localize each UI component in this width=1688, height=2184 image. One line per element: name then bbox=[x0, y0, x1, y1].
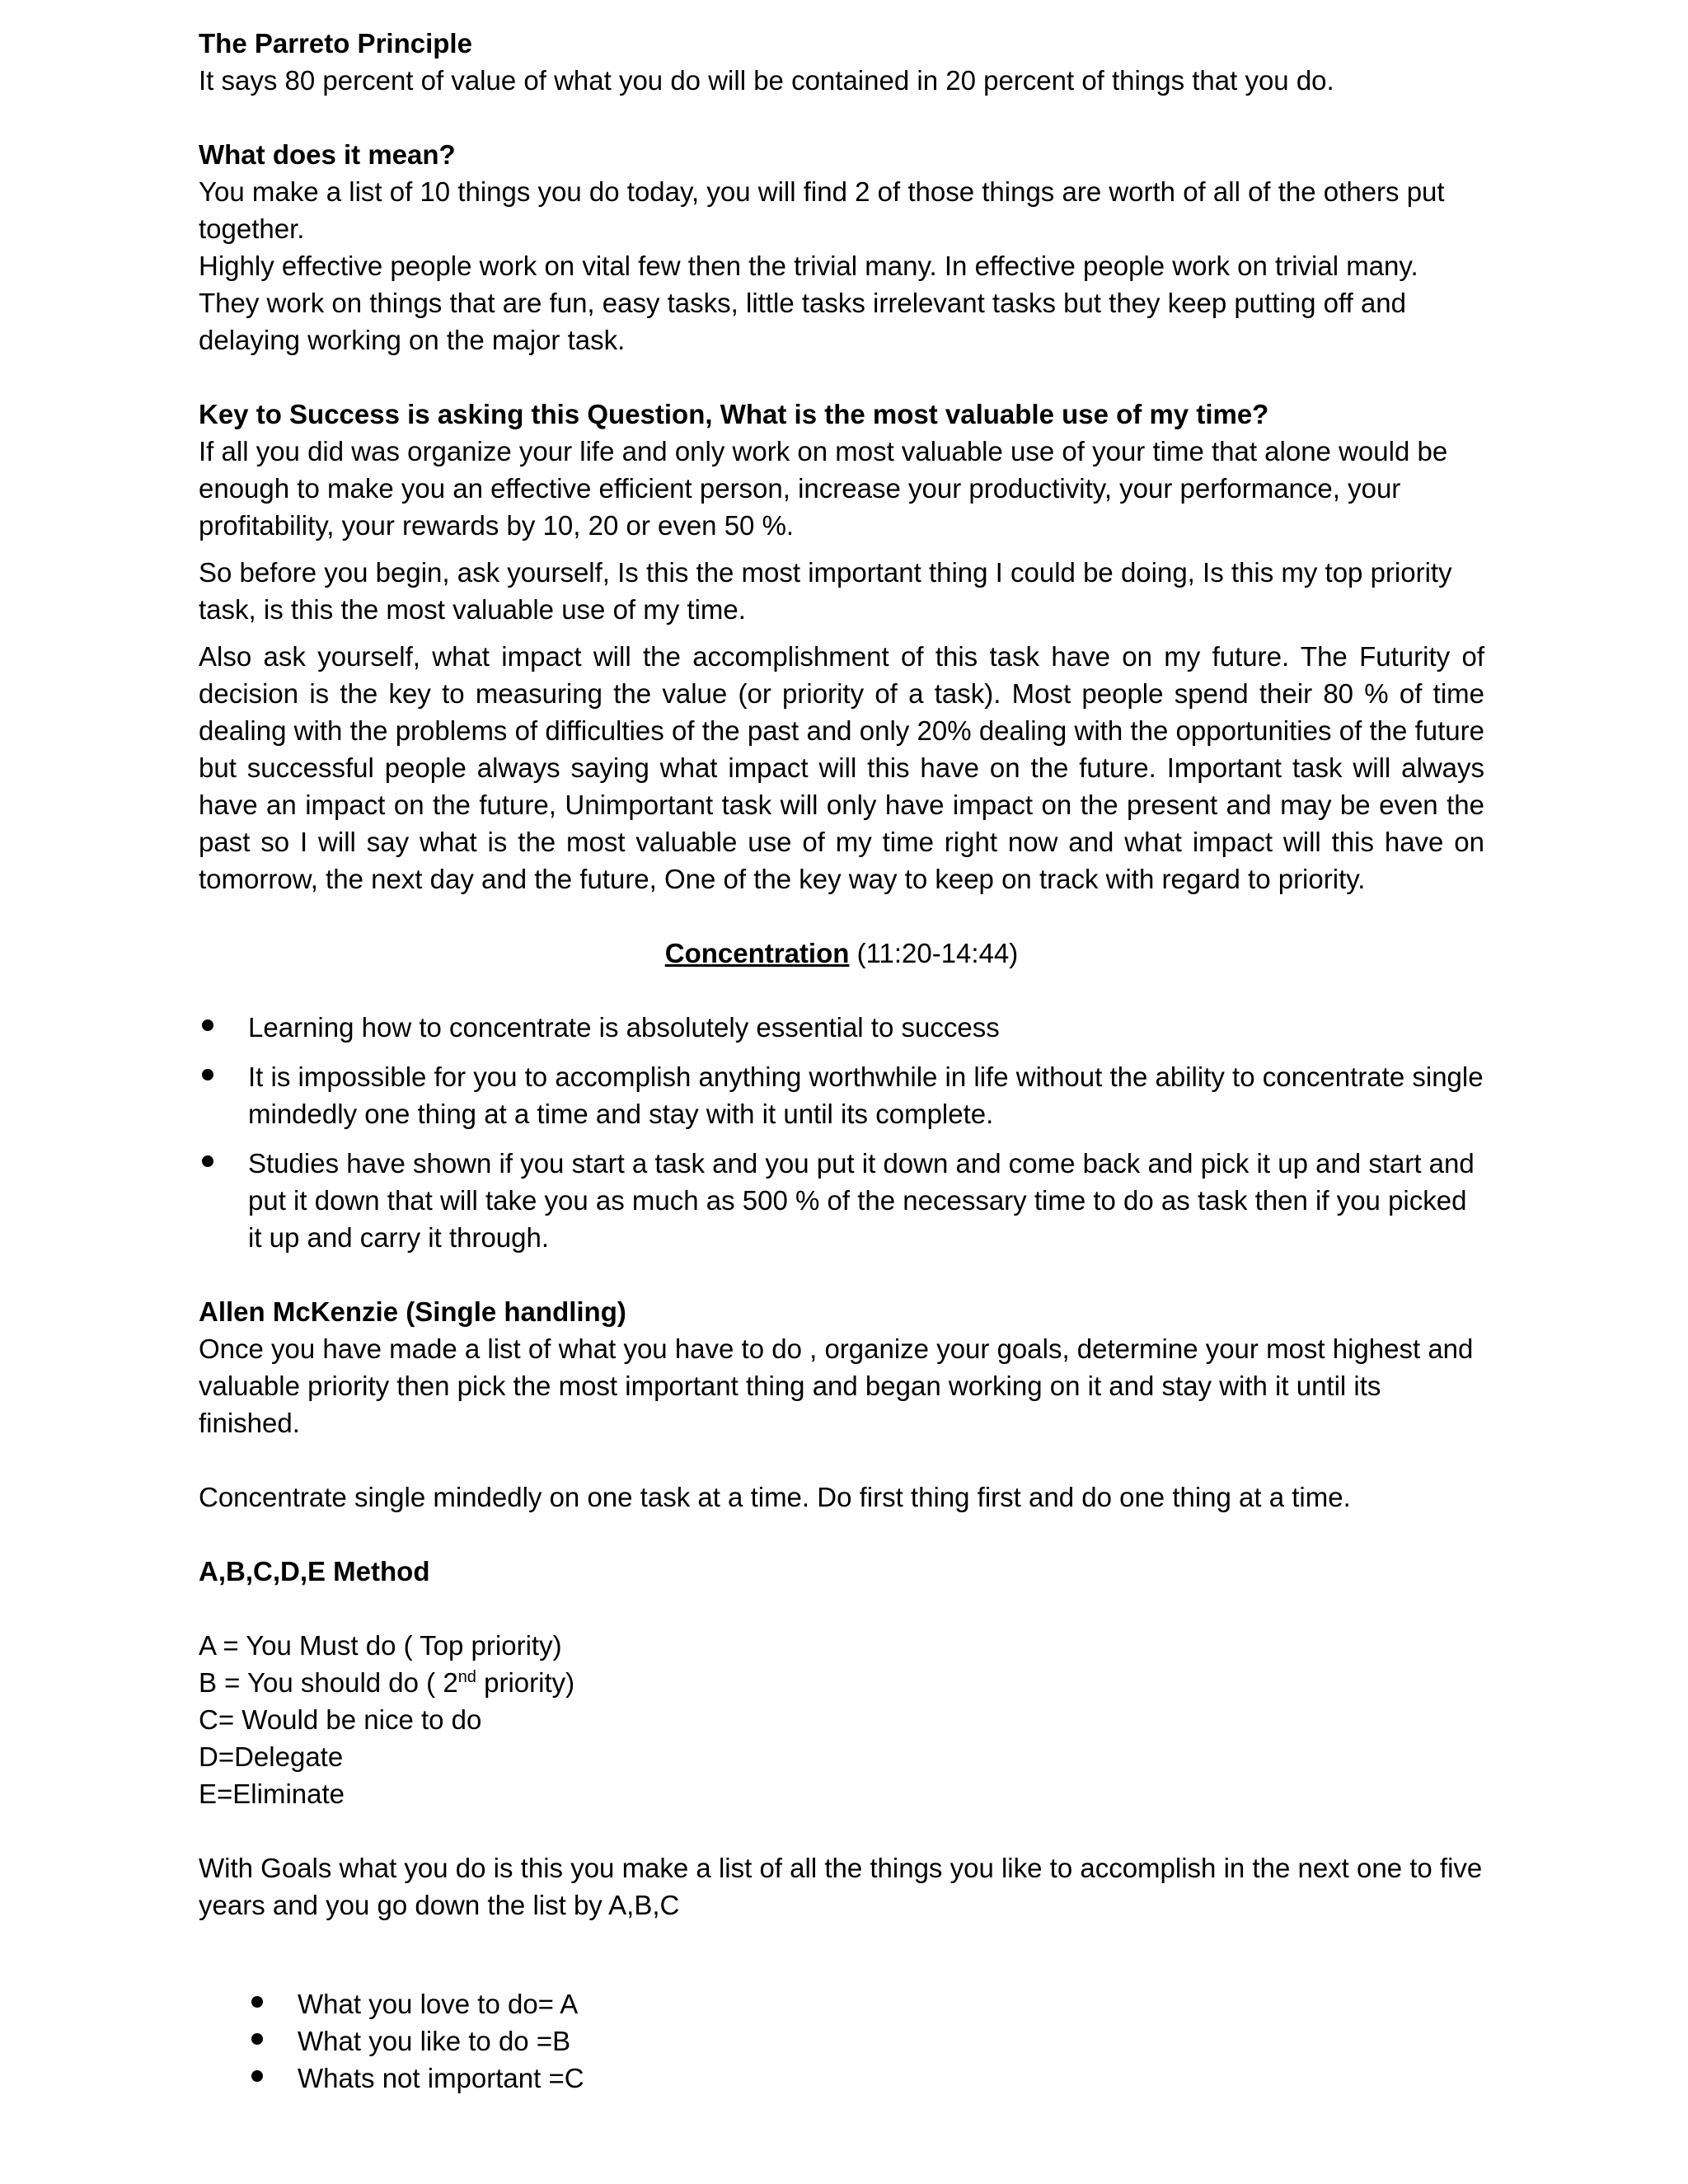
key-success-heading: Key to Success is asking this Question, What is the most valuable use of my time? bbox=[199, 399, 1269, 429]
abcde-a: A = You Must do ( Top priority) bbox=[199, 1630, 562, 1661]
list-item: It is impossible for you to accomplish anything worthwhile in life without the ability to concentrate single mindedly one thing at a time and stay with it until its complete. bbox=[199, 1058, 1484, 1132]
list-item: What you like to do =B bbox=[248, 2022, 1484, 2060]
abcde-e: E=Eliminate bbox=[199, 1779, 345, 1809]
list-item: Learning how to concentrate is absolutely essential to success bbox=[199, 1009, 1484, 1046]
bullet-icon bbox=[202, 1069, 213, 1080]
bullet-icon bbox=[251, 1996, 263, 2008]
bullet-icon bbox=[202, 1155, 213, 1167]
abcde-b: B = You should do ( 2nd priority) bbox=[199, 1667, 575, 1698]
list-item: Whats not important =C bbox=[248, 2060, 1484, 2097]
bullet-icon bbox=[251, 2070, 263, 2082]
meaning-paragraph-1: You make a list of 10 things you do today, you will find 2 of those things are worth of all of the others put together. bbox=[199, 176, 1445, 244]
abcde-heading: A,B,C,D,E Method bbox=[199, 1556, 430, 1586]
list-item: Studies have shown if you start a task and you put it down and come back and pick it up and start and put it down that will take you as much as 500 % of the necessary time to do as task then if you picked it up and carry it through. bbox=[199, 1145, 1484, 1256]
concentration-list bbox=[199, 1009, 1484, 1256]
concentration-time: (11:20-14:44) bbox=[856, 938, 1019, 968]
pareto-heading: The Parreto Principle bbox=[199, 28, 472, 59]
bullet-icon bbox=[202, 1019, 213, 1031]
key-success-paragraph-2: So before you begin, ask yourself, Is this the most important thing I could be doing, Is this my top priority task, is this the most valuable use of my time. bbox=[199, 557, 1452, 625]
document-page bbox=[199, 25, 1484, 2097]
allen-paragraph-1: Once you have made a list of what you have to do , organize your goals, determine your most highest and valuable priority then pick the most important thing and began working on it and stay with it until its finished. bbox=[199, 1333, 1474, 1438]
bullet-icon bbox=[251, 2033, 263, 2045]
allen-heading: Allen McKenzie (Single handling) bbox=[199, 1296, 626, 1327]
pareto-text: It says 80 percent of value of what you do will be contained in 20 percent of things that you do. bbox=[199, 65, 1334, 96]
meaning-paragraph-2: Highly effective people work on vital few then the trivial many. In effective people work on trivial many. They work on things that are fun, easy tasks, little tasks irrelevant tasks but they keep putting off and delaying working on the major task. bbox=[199, 251, 1418, 355]
list-item: What you love to do= A bbox=[248, 1985, 1484, 2022]
key-success-paragraph-1: If all you did was organize your life and only work on most valuable use of your time that alone would be enough to make you an effective efficient person, increase your productivity, your performance, your profitability, your rewards by 10, 20 or even 50 %. bbox=[199, 436, 1448, 541]
key-success-paragraph-3: Also ask yourself, what impact will the accomplishment of this task have on my future. The Futurity of decision is the key to measuring the value (or priority of a task). Most people spend their 80 % of time dealing with the problems of difficulties of the past and only 20% dealing with the opportunities of the future but successful people always saying what impact will this have on the future. Important task will always have an impact on the future, Unimportant task will only have impact on the present and may be even the past so I will say what is the most valuable use of my time right now and what impact will this have on tomorrow, the next day and the future, One of the key way to keep on track with regard to priority. bbox=[199, 641, 1484, 894]
allen-paragraph-2: Concentrate single mindedly on one task at a time. Do first thing first and do one thing at a time. bbox=[199, 1482, 1351, 1512]
abcde-c: C= Would be nice to do bbox=[199, 1704, 482, 1735]
goals-list bbox=[199, 1985, 1484, 2097]
concentration-title bbox=[199, 935, 1484, 972]
concentration-heading: Concentration bbox=[664, 938, 850, 968]
goals-paragraph: With Goals what you do is this you make a list of all the things you like to accomplish in the next one to five years and you go down the list by A,B,C bbox=[199, 1853, 1483, 1920]
abcde-d: D=Delegate bbox=[199, 1741, 344, 1772]
meaning-heading: What does it mean? bbox=[199, 139, 456, 170]
